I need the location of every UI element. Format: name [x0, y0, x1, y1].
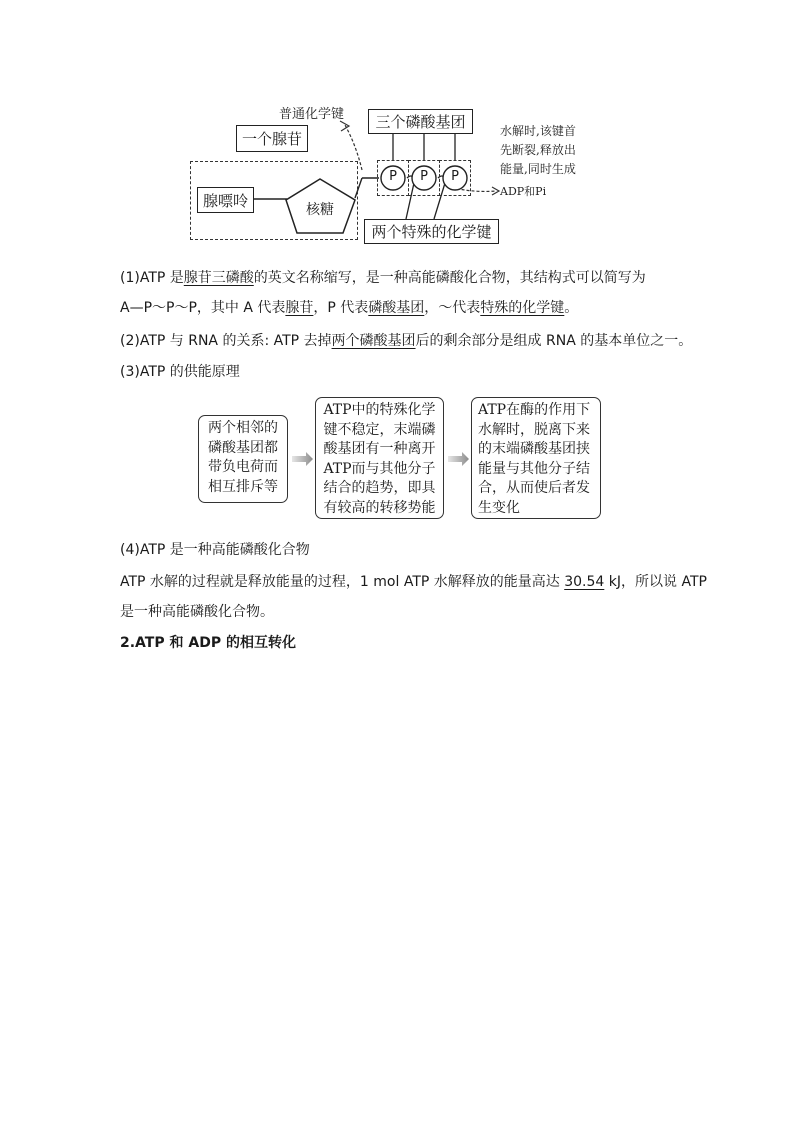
- para-3-title: (3)ATP 的供能原理: [120, 364, 240, 380]
- term-special-bond: 特殊的化学键: [480, 300, 565, 316]
- phosphate-label-2: P: [420, 169, 428, 184]
- adenosine-box: 一个腺苷: [236, 125, 308, 152]
- term-phosphate: 磷酸基团: [368, 300, 425, 316]
- section-2-heading: 2.ATP 和 ADP 的相互转化: [120, 635, 296, 651]
- phosphate-label-1: P: [389, 169, 397, 184]
- flow-box-3-line: 的末端磷酸基团挟: [478, 441, 590, 457]
- hydrolysis-note-line-2: 先断裂,释放出: [500, 143, 576, 157]
- para-4-suffix: kJ，所以说 ATP: [604, 574, 707, 590]
- flow-box-1-line: 相互排斥等: [208, 478, 278, 495]
- para-1-mid: 的英文名称缩写，是一种高能磷酸化合物，其结构式可以简写为: [253, 270, 646, 286]
- flow-arrow-2: [448, 452, 469, 466]
- flow-box-3-line: 合，从而使后者发: [478, 480, 590, 496]
- three-phosphates-box: 三个磷酸基团: [368, 109, 473, 134]
- flow-box-2-line: ATP中的特殊化学: [323, 402, 436, 418]
- flow-box-1-line: 两个相邻的: [208, 420, 278, 436]
- flow-box-3-line: ATP在酶的作用下: [478, 402, 591, 418]
- flow-box-3-line: 生变化: [478, 499, 520, 516]
- flow-box-1-line: 磷酸基团都: [208, 439, 278, 456]
- ordinary-bond-label: 普通化学键: [279, 107, 345, 122]
- adp-pi-label: ADP和Pi: [500, 185, 547, 198]
- ribose-label: 核糖: [306, 202, 334, 218]
- para-4-line-2: 是一种高能磷酸化合物。: [120, 604, 274, 620]
- flow-box-1-line: 带负电荷而: [208, 459, 278, 475]
- tilde-represents: ，～代表: [424, 300, 481, 316]
- flow-box-3-line: 能量与其他分子结: [478, 460, 590, 477]
- term-atp-name: 腺苷三磷酸: [183, 270, 254, 286]
- flow-box-2: [315, 397, 444, 519]
- para-4-prefix: ATP 水解的过程就是释放能量的过程，1 mol ATP 水解释放的能量高达: [120, 574, 565, 590]
- flow-box-3: [471, 397, 601, 519]
- energy-value: 30.54: [564, 574, 605, 590]
- flow-arrow-1: [292, 452, 313, 466]
- flow-box-2-line: 有较高的转移势能: [323, 499, 436, 516]
- p-represents: ，P 代表: [313, 300, 369, 316]
- formula-text: A—P～P～P，其中 A 代表: [120, 300, 286, 316]
- para-1-end: 。: [564, 300, 579, 316]
- para-2-suffix: 后的剩余部分是组成 RNA 的基本单位之一。: [415, 333, 693, 349]
- flow-box-2-line: 键不稳定，末端磷: [323, 421, 436, 438]
- phosphate-label-3: P: [451, 169, 459, 184]
- special-bonds-box: 两个特殊的化学键: [364, 219, 499, 244]
- para-1-prefix: (1)ATP 是: [120, 270, 184, 286]
- hydrolysis-note-line-1: 水解时,该键首: [500, 124, 576, 138]
- flow-box-2-line: ATP而与其他分子: [323, 460, 436, 477]
- hydrolysis-note-line-3: 能量,同时生成: [500, 162, 576, 176]
- flow-box-3-line: 水解时，脱离下来: [478, 421, 590, 438]
- adenine-box: 腺嘌呤: [197, 187, 254, 213]
- para-4-title: (4)ATP 是一种高能磷酸化合物: [120, 542, 310, 558]
- flow-box-2-line: 酸基团有一种离开: [323, 441, 436, 457]
- term-two-phosphates: 两个磷酸基团: [331, 333, 416, 349]
- para-4-line-1: [120, 572, 707, 592]
- para-2-prefix: (2)ATP 与 RNA 的关系: ATP 去掉: [120, 333, 332, 349]
- flow-box-2-line: 结合的趋势，即具: [323, 480, 436, 496]
- term-adenosine: 腺苷: [285, 300, 314, 316]
